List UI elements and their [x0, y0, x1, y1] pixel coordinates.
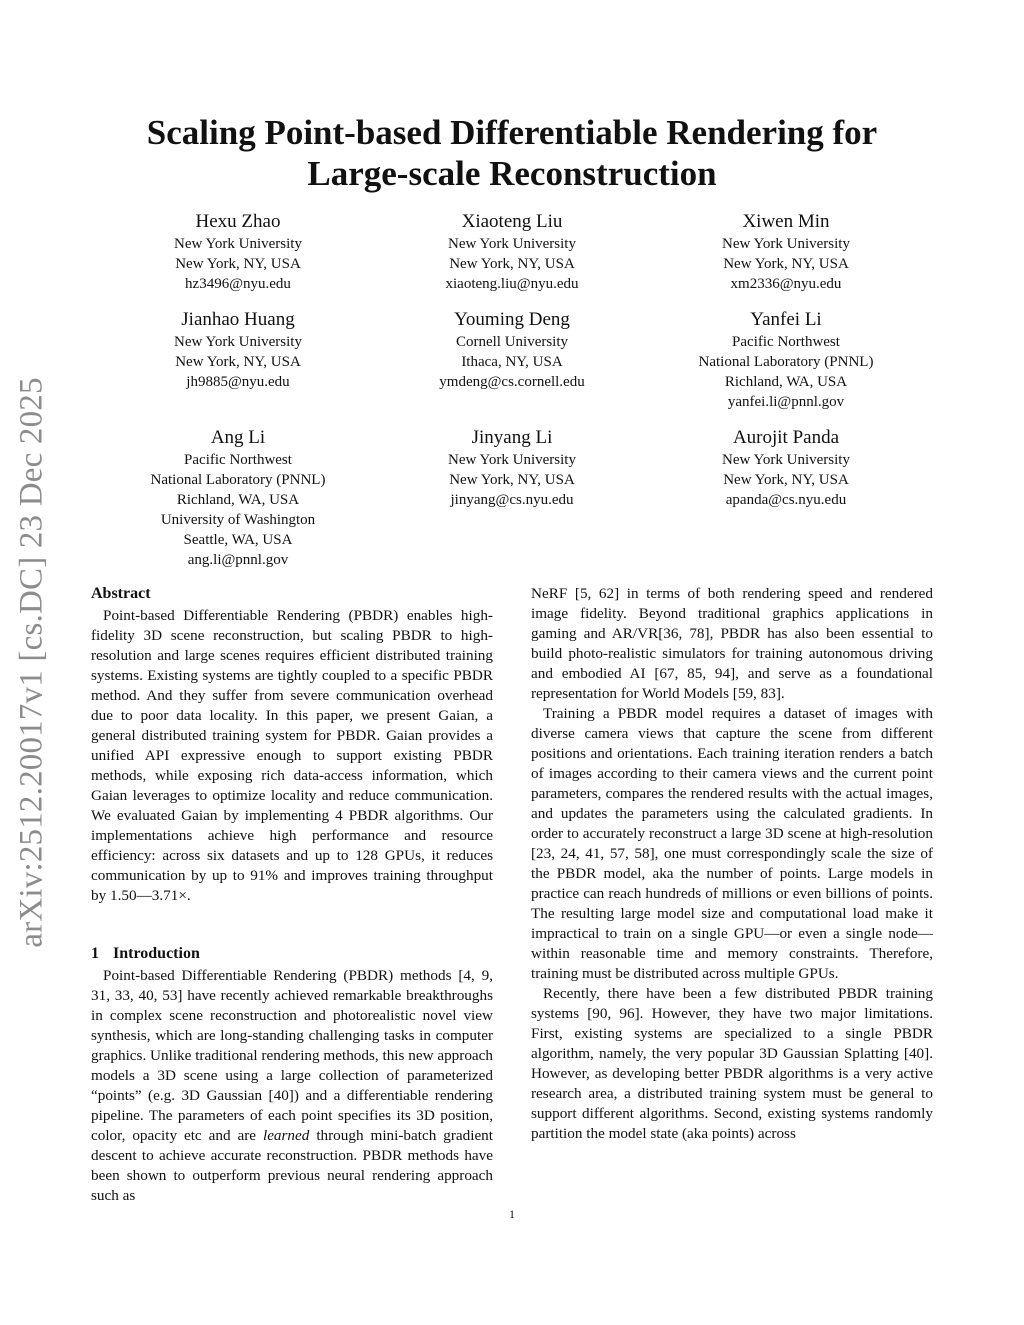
intro-paragraph-2: Training a PBDR model requires a dataset of images with diverse camera views that capture the scene from different positions and orientations. Each training iteration renders a batch of images according to their camera views and the current point parameters, compares the rendered results with the actual images, and updates the parameters using the calculated gradients. In order to accurately reconstruct a large 3D scene at high-resolution [23, 24, 41, 57, 58], one must correspondingly scale the size of the PBDR model, aka the number of points. Large models in practice can reach hundreds of millions or even billions of points. The resulting large model size and computational load make it impractical to train on a single GPU—or even a single node—within reasonable time and memory constraints. Therefore, training must be distributed across multiple GPUs. [531, 705, 933, 982]
right-column [531, 584, 933, 1144]
author-affiliation: New York University [722, 452, 850, 468]
author-block [362, 427, 662, 510]
introduction-heading [91, 944, 493, 964]
author-email: xiaoteng.liu@nyu.edu [445, 276, 579, 292]
author-location: New York, NY, USA [175, 256, 301, 272]
author-block [362, 211, 662, 294]
author-name: Ang Li [210, 427, 266, 448]
author-name: Jianhao Huang [181, 309, 295, 330]
author-block [636, 427, 936, 510]
section-number: 1 [91, 945, 99, 962]
abstract-text: Point-based Differentiable Rendering (PBDR) enables high-fidelity 3D scene reconstruction, but scaling PBDR to high-resolution and large scenes requires efficient distributed training systems. Existing systems are tightly coupled to a specific PBDR method. And they suffer from severe communication overhead due to poor data locality. In this paper, we present Gaian, a general distributed training system for PBDR. Gaian provides a unified API expressive enough to support existing PBDR methods, while exposing rich data-access information, which Gaian leverages to optimize locality and reduce communication. We evaluated Gaian by implementing 4 PBDR algorithms. Our implementations achieve high performance and resource efficiency: across six datasets and up to 128 GPUs, it reduces communication by up to 91% and improves training throughput by 1.50—3.71×. [91, 607, 493, 904]
author-email: jinyang@cs.nyu.edu [450, 492, 574, 508]
author-email: ymdeng@cs.cornell.edu [439, 374, 585, 390]
author-name: Youming Deng [454, 309, 570, 330]
author-location: Seattle, WA, USA [183, 532, 293, 548]
paper-title-line-2: Large-scale Reconstruction [307, 154, 717, 193]
author-email: xm2336@nyu.edu [730, 276, 842, 292]
author-block [636, 309, 936, 412]
intro-paragraph-1 [91, 966, 493, 1206]
author-affiliation: Pacific Northwest [732, 334, 840, 350]
arxiv-identifier-text: arXiv:2512.20017v1 [cs.DC] 23 Dec 2025 [13, 377, 50, 948]
intro-paragraph-1-continued: NeRF [5, 62] in terms of both rendering speed and rendered image fidelity. Beyond traditional graphics applications in gaming and AR/VR[36, 78], PBDR has also been essential to build photo-realistic simulators for training autonomous driving and embodied AI [67, 85, 94], and serve as a foundational representation for World Models [59, 83]. [531, 585, 933, 702]
author-affiliation: Cornell University [455, 334, 569, 350]
section-title: Introduction [113, 945, 200, 962]
paper-title [100, 112, 924, 194]
author-block [88, 309, 388, 392]
author-email: ang.li@pnnl.gov [187, 552, 289, 568]
intro-paragraph-1-part-a: Point-based Differentiable Rendering (PBDR) methods [4, 9, 31, 33, 40, 53] have recently achieved remarkable breakthroughs in complex scene reconstruction and photorealistic novel view synthesis, which are long-standing challenging tasks in computer graphics. Unlike traditional rendering methods, this new approach models a 3D scene using a large collection of parameterized “points” (e.g. 3D Gaussian [40]) and a differentiable rendering pipeline. The parameters of each point specifies its 3D position, color, opacity etc and are [91, 967, 493, 1144]
author-affiliation: New York University [174, 236, 302, 252]
left-column [91, 584, 493, 1206]
page-number: 1 [509, 1207, 515, 1221]
author-affiliation: New York University [448, 236, 576, 252]
arxiv-identifier-stamp [9, 370, 55, 955]
author-email: yanfei.li@pnnl.gov [727, 394, 845, 410]
author-name: Xiaoteng Liu [461, 211, 563, 232]
author-location: New York, NY, USA [449, 256, 575, 272]
author-name: Jinyang Li [471, 427, 553, 448]
author-affiliation: New York University [174, 334, 302, 350]
author-email: jh9885@nyu.edu [186, 374, 290, 390]
author-name: Hexu Zhao [195, 211, 281, 232]
intro-paragraph-1-part-b: through mini-batch gradient descent to achieve accurate reconstruction. PBDR methods have been shown to outperform previous neural rendering approach such as [91, 1127, 493, 1204]
intro-paragraph-3: Recently, there have been a few distributed PBDR training systems [90, 96]. However, they have two major limitations. First, existing systems are specialized to a single PBDR algorithm, namely, the very popular 3D Gaussian Splatting [40]. However, as developing better PBDR algorithms is a very active research area, a distributed training system must be general to support different algorithms. Second, existing systems randomly partition the model state (aka points) across [531, 985, 933, 1142]
author-affiliation: New York University [722, 236, 850, 252]
author-affiliation: University of Washington [160, 512, 316, 528]
author-block [636, 211, 936, 294]
author-location: Richland, WA, USA [176, 492, 300, 508]
author-location: New York, NY, USA [723, 472, 849, 488]
author-location: New York, NY, USA [723, 256, 849, 272]
author-email: apanda@cs.nyu.edu [725, 492, 847, 508]
paper-title-line-1: Scaling Point-based Differentiable Rendering for [146, 113, 878, 152]
author-name: Yanfei Li [750, 309, 822, 330]
author-block [88, 427, 388, 570]
author-affiliation: National Laboratory (PNNL) [698, 354, 874, 370]
author-block [88, 211, 388, 294]
author-email: hz3496@nyu.edu [185, 276, 291, 292]
author-name: Aurojit Panda [732, 427, 840, 448]
author-location: Richland, WA, USA [724, 374, 848, 390]
author-location: Ithaca, NY, USA [461, 354, 563, 370]
author-location: New York, NY, USA [449, 472, 575, 488]
author-location: New York, NY, USA [175, 354, 301, 370]
author-affiliation: National Laboratory (PNNL) [150, 472, 326, 488]
author-affiliation: Pacific Northwest [184, 452, 292, 468]
author-name: Xiwen Min [742, 211, 830, 232]
author-affiliation: New York University [448, 452, 576, 468]
author-block [362, 309, 662, 392]
abstract-heading: Abstract [91, 585, 151, 602]
intro-emphasis-learned: learned [262, 1127, 310, 1144]
